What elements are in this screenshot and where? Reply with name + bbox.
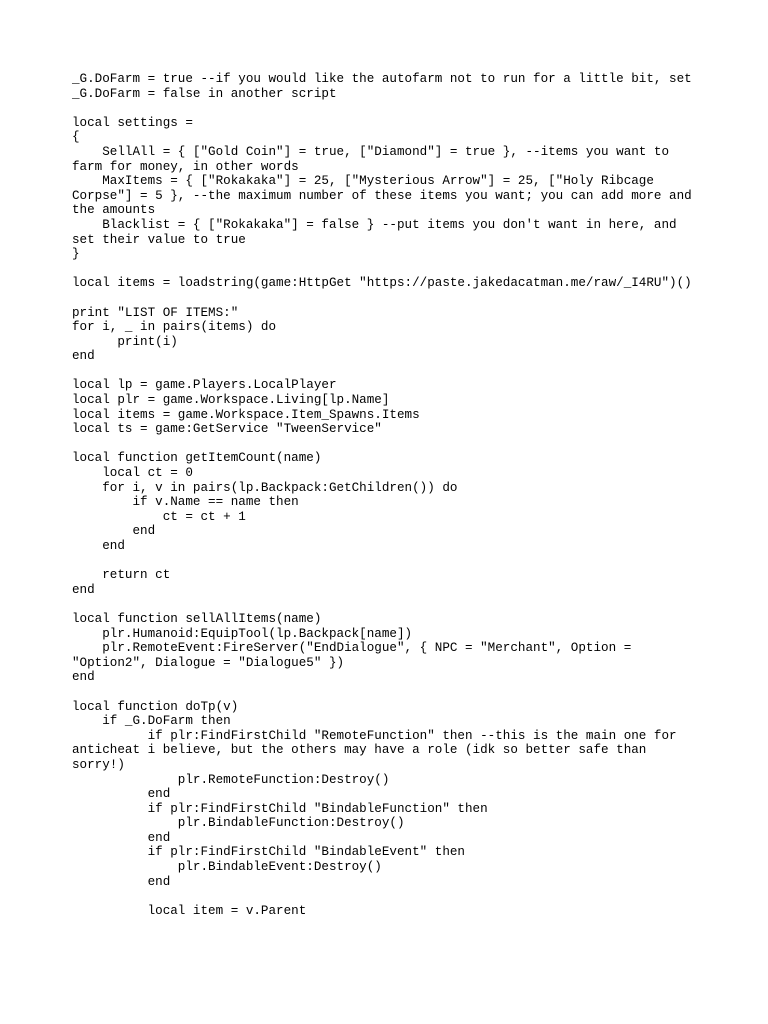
code-line: local function doTp(v) [72, 699, 239, 714]
code-line: plr.BindableFunction:Destroy() [72, 816, 405, 831]
code-line: { [72, 130, 80, 145]
code-line: "Option2", Dialogue = "Dialogue5" }) [72, 655, 345, 670]
code-line: SellAll = { ["Gold Coin"] = true, ["Diamond"] = true }, --items you want to [72, 144, 670, 159]
code-line: print "LIST OF ITEMS:" [72, 305, 239, 320]
code-line: _G.DoFarm = false in another script [72, 86, 337, 101]
code-line: end [72, 874, 171, 889]
code-line: local items = game.Workspace.Item_Spawns.Items [72, 407, 420, 422]
code-line [72, 262, 696, 277]
code-line: end [72, 830, 171, 845]
code-line: end [72, 787, 171, 802]
code-line: return ct [72, 568, 171, 583]
code-line: end [72, 670, 95, 685]
code-line: local function getItemCount(name) [72, 451, 322, 466]
code-line [72, 437, 696, 452]
code-line: local function sellAllItems(name) [72, 611, 322, 626]
code-line: for i, v in pairs(lp.Backpack:GetChildren()) do [72, 480, 458, 495]
code-line: local plr = game.Workspace.Living[lp.Name] [72, 393, 390, 408]
code-line: ct = ct + 1 [72, 509, 246, 524]
code-line: if plr:FindFirstChild "BindableFunction" then [72, 801, 488, 816]
code-line: the amounts [72, 203, 156, 218]
code-line: plr.Humanoid:EquipTool(lp.Backpack[name]) [72, 626, 413, 641]
code-line: local ts = game:GetService "TweenService" [72, 422, 382, 437]
code-line: if plr:FindFirstChild "RemoteFunction" then --this is the main one for [72, 728, 677, 743]
code-line: local item = v.Parent [72, 903, 307, 918]
code-line: end [72, 582, 95, 597]
code-document [72, 72, 696, 918]
code-line: sorry!) [72, 757, 125, 772]
code-line: for i, _ in pairs(items) do [72, 320, 277, 335]
code-line [72, 291, 696, 306]
code-line: local ct = 0 [72, 466, 193, 481]
code-line: farm for money, in other words [72, 159, 299, 174]
code-line: print(i) [72, 334, 178, 349]
code-line: local items = loadstring(game:HttpGet "https://paste.jakedacatman.me/raw/_I4RU")() [72, 276, 692, 291]
code-line: set their value to true [72, 232, 246, 247]
code-line: Blacklist = { ["Rokakaka"] = false } --put items you don't want in here, and [72, 217, 677, 232]
code-line: local lp = game.Players.LocalPlayer [72, 378, 337, 393]
code-line: plr.BindableEvent:Destroy() [72, 860, 382, 875]
code-line: end [72, 524, 156, 539]
code-line [72, 685, 696, 700]
code-line [72, 889, 696, 904]
code-line: if _G.DoFarm then [72, 714, 231, 729]
code-line: end [72, 349, 95, 364]
code-line: plr.RemoteEvent:FireServer("EndDialogue", { NPC = "Merchant", Option = [72, 641, 632, 656]
code-line: anticheat i believe, but the others may have a role (idk so better safe than [72, 743, 647, 758]
code-line [72, 364, 696, 379]
code-line: _G.DoFarm = true --if you would like the autofarm not to run for a little bit, set [72, 72, 692, 86]
code-line: plr.RemoteFunction:Destroy() [72, 772, 390, 787]
code-line: end [72, 539, 125, 553]
code-line [72, 554, 696, 569]
code-line: } [72, 247, 80, 262]
code-line: Corpse"] = 5 }, --the maximum number of these items you want; you can add more and [72, 188, 692, 203]
code-line: if plr:FindFirstChild "BindableEvent" then [72, 845, 465, 860]
code-line [72, 101, 696, 116]
code-line: MaxItems = { ["Rokakaka"] = 25, ["Mysterious Arrow"] = 25, ["Holy Ribcage [72, 174, 654, 189]
code-line: local settings = [72, 115, 193, 130]
code-line [72, 597, 696, 612]
code-line: if v.Name == name then [72, 495, 299, 510]
